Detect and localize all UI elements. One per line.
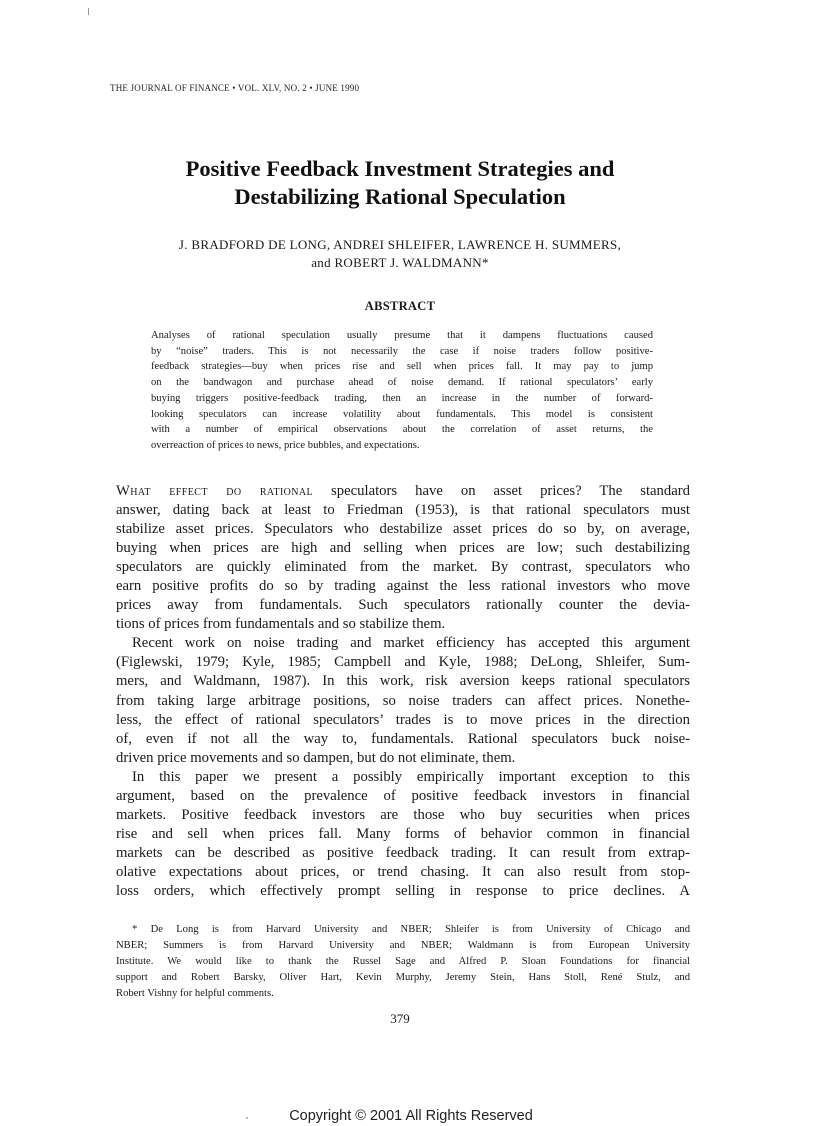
scan-artifact [88, 8, 89, 15]
paper-title-line: Destabilizing Rational Speculation [234, 184, 566, 209]
body-line-text: speculators have on asset prices? The standard [313, 483, 690, 499]
author-list [100, 236, 700, 272]
body-line: (Figlewski, 1979; Kyle, 1985; Campbell and Kyle, 1988; DeLong, Shleifer, Sum- [116, 654, 690, 671]
footnote [116, 922, 690, 1002]
footnote-line: support and Robert Barsky, Oliver Hart, Kevin Murphy, Jeremy Stein, Hans Stoll, René Stulz, and [116, 972, 690, 984]
body-line: of, even if not all the way to, fundamentals. Rational speculators buck noise- [116, 730, 690, 747]
body-line: markets. Positive feedback investors are those who buy securities when prices [116, 806, 690, 823]
body-line: mers, and Waldmann, 1987). In this work, risk aversion keeps rational speculators [116, 673, 690, 690]
body-line: earn positive profits do so by trading against the less rational investors who move [116, 578, 690, 595]
body-line: stabilize asset prices. Speculators who destabilize asset prices do so by, on average, [116, 521, 690, 538]
body-line: loss orders, which effectively prompt selling in response to price declines. A [116, 882, 690, 899]
author-line: and ROBERT J. WALDMANN* [311, 255, 489, 270]
body-line: buying when prices are high and selling when prices are low; such destabilizing [116, 540, 690, 557]
abstract-line: Analyses of rational speculation usually presume that it dampens fluctuations caused [151, 330, 653, 341]
body-line: from taking large arbitrage positions, so noise traders can affect prices. Nonethe- [116, 692, 690, 709]
body-line [116, 482, 690, 501]
body-line: rise and sell when prices fall. Many forms of behavior common in financial [116, 825, 690, 842]
page-number: 379 [390, 1011, 410, 1026]
abstract-line: on the bandwagon and purchase ahead of noise demand. If rational speculators’ early [151, 377, 653, 389]
abstract-line: overreaction of prices to news, price bubbles, and expectations. [151, 439, 420, 451]
footnote-line: Robert Vishny for helpful comments. [116, 988, 274, 1000]
body-line: speculators are quickly eliminated from the market. By contrast, speculators who [116, 559, 690, 576]
abstract-line: buying triggers positive-feedback trading, then an increase in the number of forward- [151, 392, 653, 404]
abstract-text [151, 328, 653, 454]
paper-title-line: Positive Feedback Investment Strategies and [185, 156, 615, 181]
body-line: tions of prices from fundamentals and so stabilize them. [116, 616, 446, 633]
abstract-line: looking speculators can increase volatility about fundamentals. This model is consistent [151, 408, 653, 420]
body-line: Recent work on noise trading and market efficiency has accepted this argument [132, 635, 690, 652]
body-line: less, the effect of rational speculators’ trades is to move prices in the direction [116, 711, 690, 728]
footnote-line: * De Long is from Harvard University and NBER; Shleifer is from University of Chicago and [132, 924, 690, 935]
abstract-line: feedback strategies—buy when prices rise and sell when prices fall. It may pay to jump [151, 361, 653, 373]
body-line: argument, based on the prevalence of positive feedback investors in financial [116, 787, 690, 804]
author-line: J. BRADFORD DE LONG, ANDREI SHLEIFER, LAWRENCE H. SUMMERS, [178, 237, 622, 252]
body-text [116, 482, 690, 901]
body-line: driven price movements and so dampen, but do not eliminate, them. [116, 749, 516, 766]
journal-header: THE JOURNAL OF FINANCE • VOL. XLV, NO. 2 • JUNE 1990 [110, 83, 360, 93]
abstract-line: by “noise” traders. This is not necessarily the case if noise traders follow positive- [151, 345, 653, 357]
abstract-heading: ABSTRACT [364, 299, 436, 313]
body-line: prices away from fundamentals. Such speculators rationally counter the devia- [116, 597, 690, 614]
body-line: In this paper we present a possibly empirically important exception to this [132, 768, 690, 785]
body-line: answer, dating back at least to Friedman (1953), is that rational speculators must [116, 502, 690, 519]
footnote-line: NBER; Summers is from Harvard University and NBER; Waldmann is from European University [116, 940, 690, 952]
footnote-line: Institute. We would like to thank the Russel Sage and Alfred P. Sloan Foundations for financial [116, 956, 690, 968]
opening-smallcaps: What effect do rational [116, 483, 314, 499]
body-line: olative expectations about prices, or trend chasing. It can also result from stop- [116, 863, 690, 880]
body-line: markets can be described as positive feedback trading. It can result from extrap- [116, 844, 690, 861]
paper-title [100, 155, 700, 211]
abstract-line: with a number of empirical observations about the correlation of asset returns, the [151, 424, 653, 436]
copyright-notice: Copyright © 2001 All Rights Reserved [289, 1108, 533, 1124]
